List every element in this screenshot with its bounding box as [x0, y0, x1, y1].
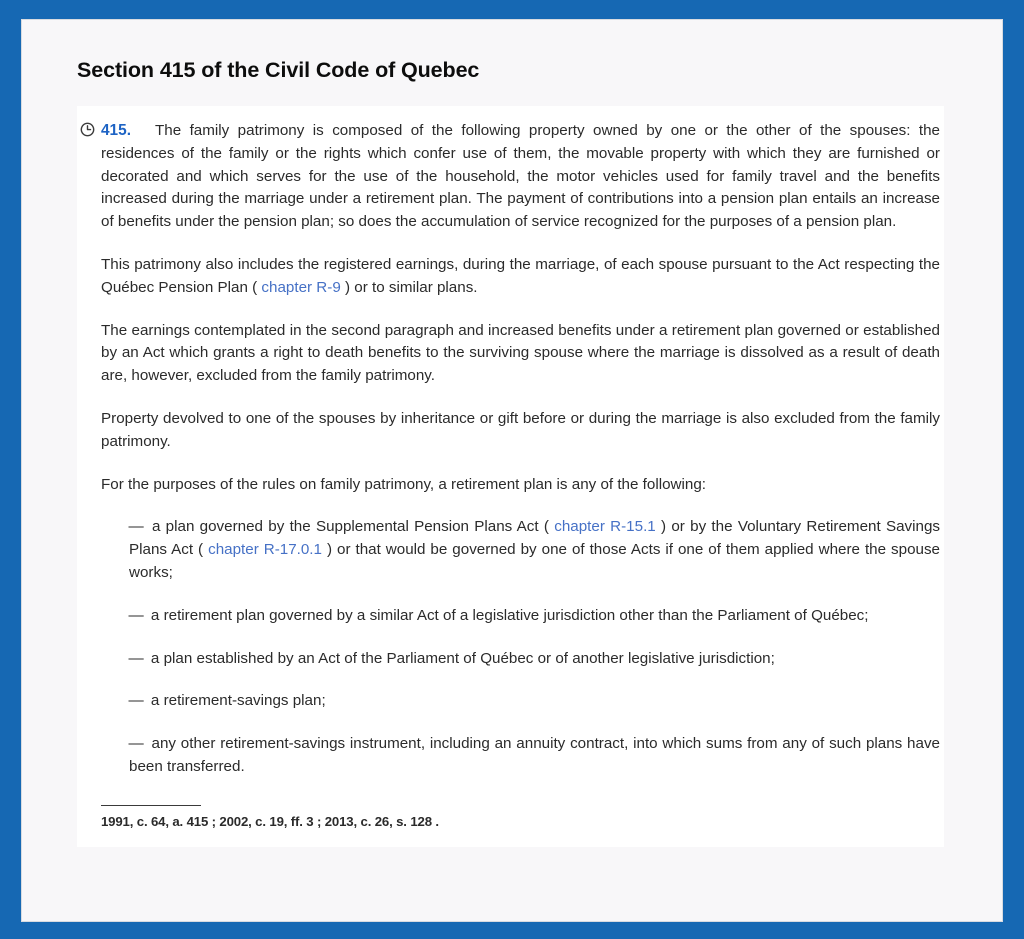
article-list-item-1 — [101, 516, 940, 584]
chapter-r-17-0-1-link[interactable]: chapter R-17.0.1 — [208, 541, 322, 559]
article-list-item-1-middle: ) or by the Voluntary Retirement Savings Plans Act ( — [129, 518, 940, 559]
article-list-item-4-text: a retirement-savings plan; — [150, 692, 326, 710]
article-panel — [77, 106, 944, 847]
article-paragraph-2 — [101, 254, 940, 300]
article-paragraph-2-prefix: This patrimony also includes the registered earnings, during the marriage, of each spouse pursuant to the Act respecting the Québec Pension Plan ( — [101, 255, 940, 296]
article-list-item-3 — [101, 648, 940, 671]
article-list-item-5-text: any other retirement-savings instrument, including an annuity contract, into which sums from any of such plans have been transferred. — [129, 735, 940, 775]
article-list-item-1-suffix: ) or that would be governed by one of those Acts if one of them applied where the spouse works; — [129, 541, 941, 581]
article-paragraph-1-text: The family patrimony is composed of the following property owned by one or the other of the spouses: the residences of the family or the rights which confer use of them, the movable property with which they are furnished or decorated and which serves for the use of the household, the motor vehicles used for family travel and the benefits increased during the marriage under a retirement plan. The payment of contributions into a pension plan entails an increase of benefits under the pension plan; so does the accumulation of service recognized for the purposes of a pension plan. — [101, 122, 940, 231]
em-dash-icon: — — [128, 606, 144, 624]
em-dash-icon: — — [128, 735, 144, 753]
em-dash-icon: — — [128, 692, 144, 710]
page-title: Section 415 of the Civil Code of Quebec — [77, 58, 480, 82]
chapter-r-15-1-link[interactable]: chapter R-15.1 — [554, 518, 656, 536]
article-list-item-2-text: a retirement plan governed by a similar Act of a legislative jurisdiction other than the Parliament of Québec; — [150, 606, 869, 624]
article-paragraph-4: Property devolved to one of the spouses by inheritance or gift before or during the marriage is also excluded from the family patrimony. — [101, 409, 940, 450]
em-dash-icon: — — [128, 518, 144, 536]
article-list-item-2 — [101, 605, 940, 628]
article-paragraph-1 — [101, 120, 940, 234]
citation-text: 1991, c. 64, a. 415 ; 2002, c. 19, ff. 3 ; 2013, c. 26, s. 128 . — [101, 813, 439, 829]
article-paragraph-5: For the purposes of the rules on family patrimony, a retirement plan is any of the following: — [101, 475, 706, 493]
article-list-item-1-prefix: a plan governed by the Supplemental Pension Plans Act ( — [151, 518, 555, 536]
article-list-item-3-text: a plan established by an Act of the Parliament of Québec or of another legislative jurisdiction; — [150, 649, 775, 667]
article-paragraph-3: The earnings contemplated in the second paragraph and increased benefits under a retirement plan governed or established by an Act which grants a right to death benefits to the surviving spouse where the marriage is dissolved as a result of death are, however, excluded from the family patrimony. — [101, 321, 940, 385]
article-number: 415 — [101, 122, 127, 139]
document-page — [21, 19, 1003, 922]
citation-divider — [101, 805, 201, 806]
article-list-item-4 — [101, 690, 940, 713]
citation-block — [77, 805, 944, 831]
article-number-dot: . — [126, 122, 131, 139]
article-list-item-5 — [101, 733, 940, 779]
clock-icon[interactable] — [80, 122, 95, 137]
em-dash-icon: — — [128, 649, 144, 667]
article-paragraph-2-suffix: ) or to similar plans. — [340, 278, 478, 296]
chapter-r-9-link[interactable]: chapter R-9 — [261, 278, 341, 296]
article-body — [77, 120, 944, 779]
